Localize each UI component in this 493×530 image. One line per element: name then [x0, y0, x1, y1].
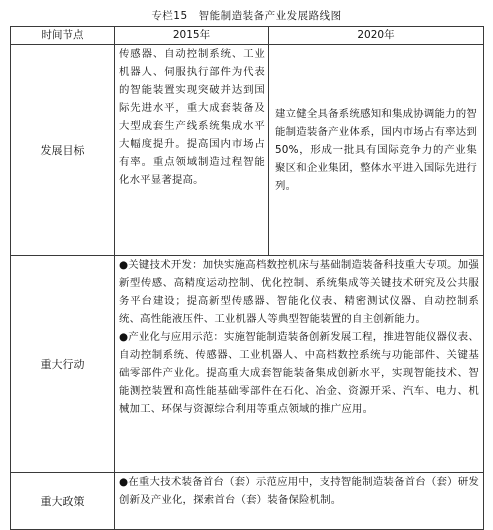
table-title: 专栏15 智能制造装备产业发展路线图: [151, 10, 342, 22]
actions-paragraph-industrialization: ●产业化与应用示范：实施智能制造装备创新发展工程，推进智能仪器仪表、自动控制系统、传感器、工业机器人、中高档数控系统与功能部件、关键基础零部件产业化。提高重大成套智能装备集成创新水平，实现智能技术、智能测控装置和高性能基础零部件在石化、冶金、资源开采、汽车、电力、机械加工、环保与资源综合利用等重点领域的推广应用。: [119, 331, 479, 415]
header-2020: 2020年: [269, 27, 484, 45]
policy-paragraph: ●在重大技术装备首台（套）示范应用中，支持智能制造装备首台（套）研发创新及产业化，探索首台（套）装备保险机制。: [119, 476, 479, 506]
policy-label: 重大政策: [11, 473, 115, 530]
actions-paragraph-tech: ●关键技术开发：加快实施高档数控机床与基础制造装备科技重大专项。加强新型传感、高精度运动控制、优化控制、系统集成等关键技术研究及公共服务平台建设；提高新型传感器、智能化仪表、精密测试仪器、自动控制系统、高性能液压件、工业机器人等典型智能装置的自主创新能力。: [119, 259, 479, 325]
goals-2020-cell: [269, 45, 484, 256]
goals-2015-text: 传感器、自动控制系统、工业机器人、伺服执行部件为代表的智能装置实现突破并达到国际先进水平，重大成套装备及大型成套生产线系统集成水平大幅度提升。提高国内市场占有率。重点领域制造过程智能化水平显著提高。: [119, 48, 265, 186]
goals-row: [11, 45, 484, 256]
goals-2015-cell: [115, 45, 269, 256]
actions-row: [11, 256, 484, 473]
header-time-node: 时间节点: [11, 27, 115, 45]
actions-label: 重大行动: [11, 256, 115, 473]
roadmap-table: [10, 26, 484, 530]
goals-2020-text: 建立健全具备系统感知和集成协调能力的智能制造装备产业体系，国内市场占有率达到50%，形成一批具有国际竞争力的产业集聚区和企业集团，整体水平进入国际先进行列。: [275, 108, 477, 192]
policy-row: [11, 473, 484, 530]
actions-cell: [115, 256, 484, 473]
header-2015: 2015年: [115, 27, 269, 45]
policy-cell: [115, 473, 484, 530]
header-row: [11, 27, 484, 45]
goals-label: 发展目标: [11, 45, 115, 256]
